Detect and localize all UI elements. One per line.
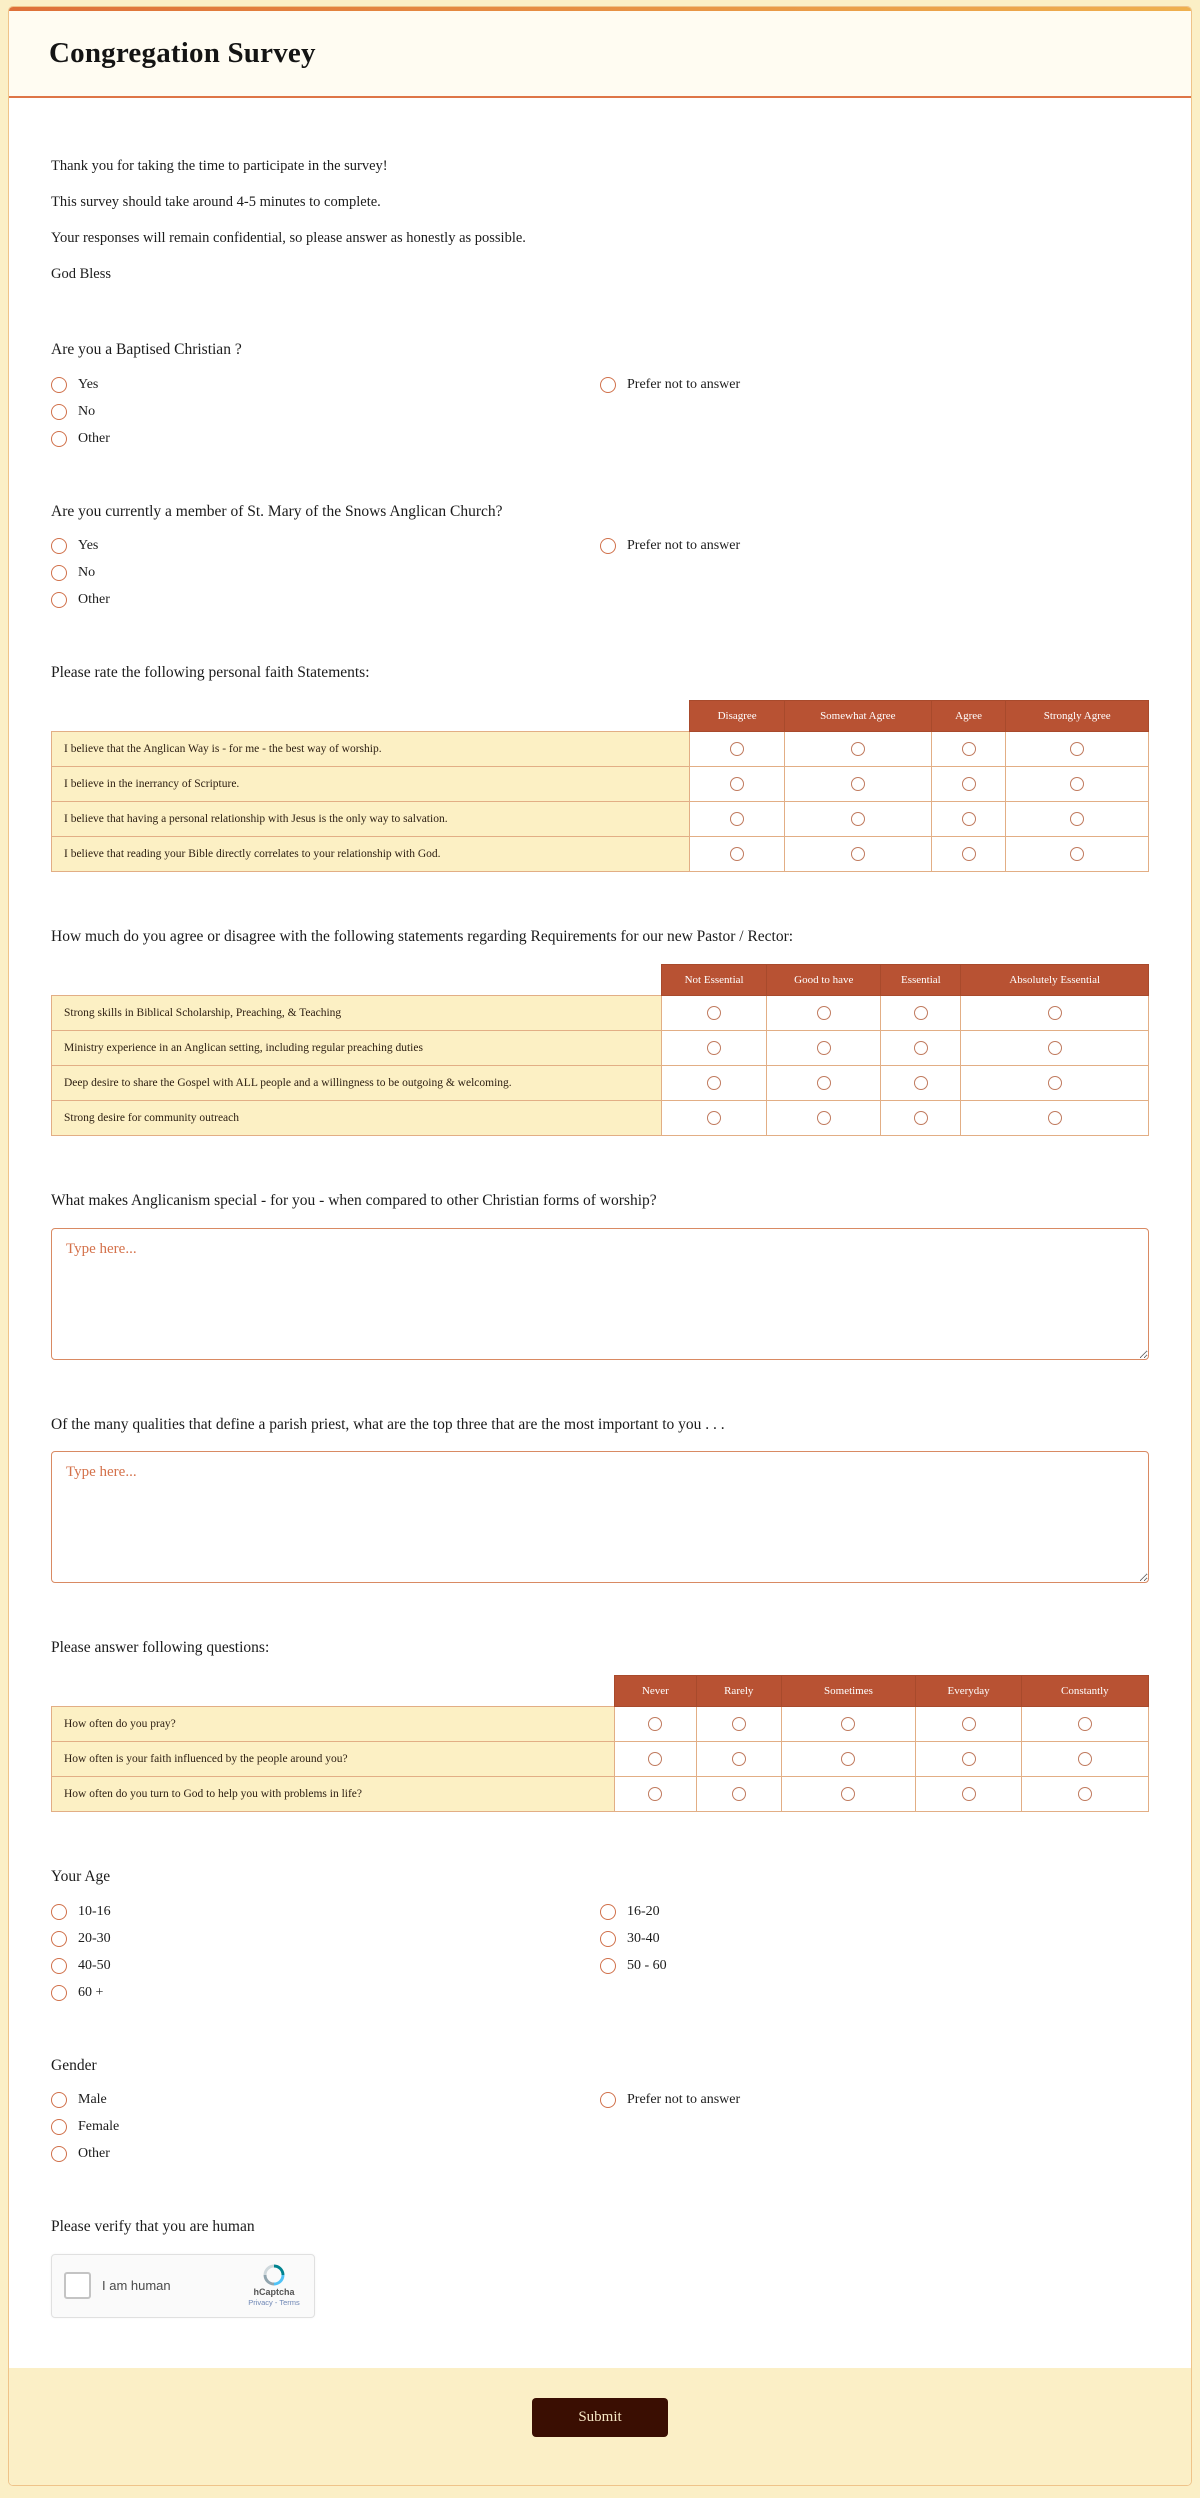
radio-icon[interactable] bbox=[732, 1787, 746, 1801]
option-column bbox=[51, 2092, 600, 2162]
radio-option[interactable] bbox=[51, 2119, 600, 2135]
matrix-radio-cell[interactable] bbox=[781, 1776, 916, 1811]
radio-icon[interactable] bbox=[51, 1904, 67, 1920]
matrix-radio-cell[interactable] bbox=[916, 1776, 1021, 1811]
option-label: No bbox=[78, 403, 96, 419]
option-column bbox=[600, 538, 1149, 608]
radio-icon[interactable] bbox=[1048, 1041, 1062, 1055]
priest-qualities-textarea[interactable] bbox=[51, 1451, 1149, 1583]
radio-icon[interactable] bbox=[1078, 1717, 1092, 1731]
radio-icon[interactable] bbox=[730, 812, 744, 826]
intro-line: God Bless bbox=[51, 266, 112, 283]
radio-icon[interactable] bbox=[51, 1985, 67, 2001]
matrix-row-label: I believe that the Anglican Way is - for me - the best way of worship. bbox=[52, 732, 690, 767]
radio-icon[interactable] bbox=[817, 1076, 831, 1090]
radio-icon[interactable] bbox=[600, 2092, 616, 2108]
option-label: Prefer not to answer bbox=[627, 538, 741, 554]
submit-button[interactable]: Submit bbox=[532, 2398, 667, 2437]
radio-icon[interactable] bbox=[707, 1041, 721, 1055]
matrix-radio-cell[interactable] bbox=[784, 802, 931, 837]
radio-icon[interactable] bbox=[851, 742, 865, 756]
matrix-radio-cell[interactable] bbox=[661, 1065, 766, 1100]
matrix-option-header: Strongly Agree bbox=[1006, 701, 1149, 732]
hcaptcha-privacy-terms[interactable]: Privacy - Terms bbox=[248, 2298, 300, 2308]
radio-icon[interactable] bbox=[730, 777, 744, 791]
matrix-option-header: Essential bbox=[881, 964, 961, 995]
question-label: Are you a Baptised Christian ? bbox=[51, 341, 242, 359]
question-label: What makes Anglicanism special - for you - when compared to other Christian forms of worship? bbox=[51, 1191, 657, 1209]
captcha-checkbox-label: I am human bbox=[102, 2278, 171, 2294]
radio-icon[interactable] bbox=[962, 812, 976, 826]
question-member bbox=[51, 501, 1149, 609]
matrix-radio-cell[interactable] bbox=[881, 1065, 961, 1100]
matrix-row-label: I believe that reading your Bible directly correlates to your relationship with God. bbox=[52, 837, 690, 872]
matrix-row-label: How often is your faith influenced by the people around you? bbox=[52, 1741, 615, 1776]
matrix-radio-cell[interactable] bbox=[961, 1065, 1149, 1100]
radio-icon[interactable] bbox=[730, 847, 744, 861]
question-label: Of the many qualities that define a parish priest, what are the top three that are the most important to you . . . bbox=[51, 1415, 725, 1433]
matrix-radio-cell[interactable] bbox=[697, 1776, 781, 1811]
option-label: Other bbox=[78, 2146, 110, 2162]
option-group-gender bbox=[51, 2092, 1149, 2162]
matrix-row-label: Ministry experience in an Anglican setting, including regular preaching duties bbox=[52, 1030, 662, 1065]
matrix-option-header: Constantly bbox=[1021, 1675, 1148, 1706]
radio-icon[interactable] bbox=[648, 1717, 662, 1731]
option-label: Female bbox=[78, 2119, 120, 2135]
matrix-option-header: Rarely bbox=[697, 1675, 781, 1706]
matrix-radio-cell[interactable] bbox=[1021, 1776, 1148, 1811]
captcha-checkbox[interactable] bbox=[64, 2272, 91, 2299]
matrix-radio-cell[interactable] bbox=[1006, 837, 1149, 872]
radio-icon[interactable] bbox=[51, 1931, 67, 1947]
matrix-row bbox=[52, 1776, 1149, 1811]
radio-icon[interactable] bbox=[817, 1111, 831, 1125]
question-captcha bbox=[51, 2216, 1149, 2318]
matrix-corner bbox=[52, 1675, 615, 1706]
anglicanism-textarea[interactable] bbox=[51, 1228, 1149, 1360]
matrix-corner bbox=[52, 701, 690, 732]
radio-icon[interactable] bbox=[707, 1076, 721, 1090]
matrix-option-header: Disagree bbox=[690, 701, 784, 732]
radio-option[interactable] bbox=[51, 2146, 600, 2162]
matrix-radio-cell[interactable] bbox=[961, 995, 1149, 1030]
radio-icon[interactable] bbox=[841, 1717, 855, 1731]
radio-icon[interactable] bbox=[851, 812, 865, 826]
radio-icon[interactable] bbox=[914, 1076, 928, 1090]
radio-option[interactable] bbox=[51, 404, 600, 420]
matrix-radio-cell[interactable] bbox=[767, 995, 881, 1030]
option-column bbox=[51, 1904, 600, 2001]
question-baptised bbox=[51, 339, 1149, 447]
matrix-row-label: Strong desire for community outreach bbox=[52, 1100, 662, 1135]
option-column bbox=[600, 1904, 1149, 2001]
page-title: Congregation Survey bbox=[49, 37, 316, 69]
radio-option[interactable] bbox=[600, 377, 1149, 393]
radio-icon[interactable] bbox=[914, 1111, 928, 1125]
matrix-option-header: Everyday bbox=[916, 1675, 1021, 1706]
radio-option[interactable] bbox=[51, 1985, 600, 2001]
radio-icon[interactable] bbox=[51, 2119, 67, 2135]
matrix-radio-cell[interactable] bbox=[1006, 767, 1149, 802]
radio-icon[interactable] bbox=[962, 1717, 976, 1731]
hcaptcha-brand-name: hCaptcha bbox=[253, 2287, 295, 2298]
matrix-table-faith bbox=[51, 700, 1149, 872]
option-column bbox=[600, 377, 1149, 447]
matrix-row-label: How often do you turn to God to help you with problems in life? bbox=[52, 1776, 615, 1811]
matrix-radio-cell[interactable] bbox=[881, 995, 961, 1030]
radio-icon[interactable] bbox=[1048, 1076, 1062, 1090]
matrix-row bbox=[52, 1030, 1149, 1065]
radio-option[interactable] bbox=[51, 592, 600, 608]
radio-option[interactable] bbox=[51, 538, 600, 554]
option-label: Other bbox=[78, 592, 110, 608]
matrix-radio-cell[interactable] bbox=[881, 1030, 961, 1065]
matrix-radio-cell[interactable] bbox=[690, 837, 784, 872]
matrix-radio-cell[interactable] bbox=[931, 767, 1006, 802]
matrix-radio-cell[interactable] bbox=[781, 1706, 916, 1741]
matrix-row bbox=[52, 995, 1149, 1030]
matrix-option-header: Not Essential bbox=[661, 964, 766, 995]
matrix-radio-cell[interactable] bbox=[961, 1030, 1149, 1065]
radio-icon[interactable] bbox=[51, 538, 67, 554]
radio-option[interactable] bbox=[51, 377, 600, 393]
option-label: 50 - 60 bbox=[627, 1957, 667, 1973]
matrix-radio-cell[interactable] bbox=[1006, 802, 1149, 837]
radio-option[interactable] bbox=[51, 1904, 600, 1920]
radio-icon[interactable] bbox=[51, 2146, 67, 2162]
matrix-radio-cell[interactable] bbox=[784, 732, 931, 767]
radio-icon[interactable] bbox=[851, 777, 865, 791]
matrix-row-label: Strong skills in Biblical Scholarship, Preaching, & Teaching bbox=[52, 995, 662, 1030]
matrix-option-header: Absolutely Essential bbox=[961, 964, 1149, 995]
radio-icon[interactable] bbox=[51, 2092, 67, 2108]
matrix-row bbox=[52, 802, 1149, 837]
radio-icon[interactable] bbox=[707, 1006, 721, 1020]
matrix-radio-cell[interactable] bbox=[931, 837, 1006, 872]
radio-icon[interactable] bbox=[732, 1717, 746, 1731]
matrix-radio-cell[interactable] bbox=[697, 1706, 781, 1741]
matrix-radio-cell[interactable] bbox=[690, 802, 784, 837]
radio-icon[interactable] bbox=[51, 404, 67, 420]
matrix-row bbox=[52, 767, 1149, 802]
radio-icon[interactable] bbox=[600, 377, 616, 393]
matrix-radio-cell[interactable] bbox=[690, 767, 784, 802]
radio-icon[interactable] bbox=[1078, 1787, 1092, 1801]
radio-icon[interactable] bbox=[841, 1787, 855, 1801]
matrix-option-header: Somewhat Agree bbox=[784, 701, 931, 732]
option-label: 40-50 bbox=[78, 1957, 111, 1973]
option-label: 60 + bbox=[78, 1984, 104, 2000]
survey-card bbox=[8, 6, 1192, 2486]
question-gender bbox=[51, 2055, 1149, 2163]
question-pastor-matrix bbox=[51, 926, 1149, 1136]
intro-text bbox=[51, 156, 1149, 285]
survey-header bbox=[9, 11, 1191, 98]
question-label: Are you currently a member of St. Mary of the Snows Anglican Church? bbox=[51, 502, 503, 520]
hcaptcha-brand bbox=[244, 2264, 304, 2307]
radio-option[interactable] bbox=[600, 1958, 1149, 1974]
radio-option[interactable] bbox=[600, 1931, 1149, 1947]
matrix-radio-cell[interactable] bbox=[661, 995, 766, 1030]
radio-icon[interactable] bbox=[841, 1752, 855, 1766]
option-group-member bbox=[51, 538, 1149, 608]
radio-icon[interactable] bbox=[914, 1041, 928, 1055]
matrix-row bbox=[52, 732, 1149, 767]
intro-line: Thank you for taking the time to participate in the survey! bbox=[51, 158, 388, 174]
matrix-radio-cell[interactable] bbox=[916, 1741, 1021, 1776]
radio-icon[interactable] bbox=[730, 742, 744, 756]
question-label: Please verify that you are human bbox=[51, 2218, 255, 2236]
radio-icon[interactable] bbox=[1070, 742, 1084, 756]
matrix-row-label: I believe that having a personal relationship with Jesus is the only way to salvation. bbox=[52, 802, 690, 837]
matrix-radio-cell[interactable] bbox=[781, 1741, 916, 1776]
question-label: Please rate the following personal faith Statements: bbox=[51, 664, 370, 682]
question-anglicanism bbox=[51, 1190, 1149, 1360]
option-label: Other bbox=[78, 430, 110, 446]
radio-icon[interactable] bbox=[962, 777, 976, 791]
matrix-radio-cell[interactable] bbox=[1006, 732, 1149, 767]
option-label: Male bbox=[78, 2092, 107, 2108]
radio-icon[interactable] bbox=[51, 1958, 67, 1974]
option-label: 10-16 bbox=[78, 1903, 111, 1919]
matrix-row bbox=[52, 1706, 1149, 1741]
option-column bbox=[51, 377, 600, 447]
matrix-corner bbox=[52, 964, 662, 995]
matrix-option-header: Sometimes bbox=[781, 1675, 916, 1706]
radio-icon[interactable] bbox=[1048, 1006, 1062, 1020]
radio-option[interactable] bbox=[600, 2092, 1149, 2108]
hcaptcha-widget[interactable] bbox=[51, 2254, 315, 2318]
option-label: Yes bbox=[78, 538, 99, 554]
question-age bbox=[51, 1866, 1149, 2001]
matrix-row bbox=[52, 837, 1149, 872]
matrix-row-label: Deep desire to share the Gospel with ALL people and a willingness to be outgoing & welcoming. bbox=[52, 1065, 662, 1100]
radio-icon[interactable] bbox=[817, 1006, 831, 1020]
radio-icon[interactable] bbox=[1078, 1752, 1092, 1766]
radio-icon[interactable] bbox=[51, 592, 67, 608]
radio-option[interactable] bbox=[51, 1931, 600, 1947]
radio-icon[interactable] bbox=[1070, 777, 1084, 791]
matrix-option-header: Never bbox=[614, 1675, 696, 1706]
question-label: Gender bbox=[51, 2056, 97, 2074]
matrix-radio-cell[interactable] bbox=[961, 1100, 1149, 1135]
radio-option[interactable] bbox=[600, 538, 1149, 554]
question-label: Please answer following questions: bbox=[51, 1639, 270, 1657]
matrix-radio-cell[interactable] bbox=[614, 1706, 696, 1741]
option-column bbox=[600, 2092, 1149, 2162]
matrix-radio-cell[interactable] bbox=[767, 1030, 881, 1065]
radio-option[interactable] bbox=[51, 565, 600, 581]
matrix-radio-cell[interactable] bbox=[661, 1030, 766, 1065]
intro-line: Your responses will remain confidential, so please answer as honestly as possible. bbox=[51, 230, 526, 247]
matrix-radio-cell[interactable] bbox=[931, 732, 1006, 767]
matrix-radio-cell[interactable] bbox=[931, 802, 1006, 837]
radio-icon[interactable] bbox=[51, 377, 67, 393]
survey-body bbox=[9, 98, 1191, 2368]
intro-line: This survey should take around 4-5 minutes to complete. bbox=[51, 194, 381, 211]
matrix-row bbox=[52, 1065, 1149, 1100]
survey-footer bbox=[9, 2368, 1191, 2485]
radio-icon[interactable] bbox=[962, 742, 976, 756]
radio-icon[interactable] bbox=[51, 565, 67, 581]
matrix-table-pastor bbox=[51, 964, 1149, 1136]
option-column bbox=[51, 538, 600, 608]
question-priest-qualities bbox=[51, 1414, 1149, 1584]
radio-icon[interactable] bbox=[817, 1041, 831, 1055]
option-label: Prefer not to answer bbox=[627, 376, 741, 392]
matrix-row-label: I believe in the inerrancy of Scripture. bbox=[52, 767, 690, 802]
matrix-radio-cell[interactable] bbox=[784, 837, 931, 872]
radio-icon[interactable] bbox=[962, 847, 976, 861]
radio-icon[interactable] bbox=[648, 1787, 662, 1801]
matrix-radio-cell[interactable] bbox=[1021, 1741, 1148, 1776]
radio-option[interactable] bbox=[51, 431, 600, 447]
radio-icon[interactable] bbox=[732, 1752, 746, 1766]
matrix-radio-cell[interactable] bbox=[697, 1741, 781, 1776]
matrix-radio-cell[interactable] bbox=[767, 1100, 881, 1135]
matrix-radio-cell[interactable] bbox=[784, 767, 931, 802]
hcaptcha-logo-icon bbox=[263, 2264, 285, 2286]
radio-icon[interactable] bbox=[51, 431, 67, 447]
matrix-radio-cell[interactable] bbox=[916, 1706, 1021, 1741]
matrix-option-header: Agree bbox=[931, 701, 1006, 732]
option-label: Yes bbox=[78, 376, 99, 392]
radio-icon[interactable] bbox=[1070, 812, 1084, 826]
radio-icon[interactable] bbox=[707, 1111, 721, 1125]
radio-option[interactable] bbox=[51, 2092, 600, 2108]
question-habits-matrix bbox=[51, 1637, 1149, 1812]
radio-icon[interactable] bbox=[600, 538, 616, 554]
radio-icon[interactable] bbox=[914, 1006, 928, 1020]
matrix-radio-cell[interactable] bbox=[614, 1741, 696, 1776]
option-label: Prefer not to answer bbox=[627, 2092, 741, 2108]
option-label: 16-20 bbox=[627, 1903, 660, 1919]
option-label: No bbox=[78, 565, 96, 581]
matrix-table-habits bbox=[51, 1675, 1149, 1812]
radio-icon[interactable] bbox=[962, 1787, 976, 1801]
radio-icon[interactable] bbox=[648, 1752, 662, 1766]
radio-icon[interactable] bbox=[1048, 1111, 1062, 1125]
matrix-radio-cell[interactable] bbox=[661, 1100, 766, 1135]
matrix-row-label: How often do you pray? bbox=[52, 1706, 615, 1741]
radio-icon[interactable] bbox=[851, 847, 865, 861]
question-label: How much do you agree or disagree with the following statements regarding Requirements for our new Pastor / Rector: bbox=[51, 928, 794, 946]
matrix-radio-cell[interactable] bbox=[690, 732, 784, 767]
option-group-baptised bbox=[51, 377, 1149, 447]
matrix-row bbox=[52, 1100, 1149, 1135]
option-group-age bbox=[51, 1904, 1149, 2001]
radio-icon[interactable] bbox=[962, 1752, 976, 1766]
radio-icon[interactable] bbox=[600, 1931, 616, 1947]
question-label: Your Age bbox=[51, 1867, 111, 1885]
matrix-option-header: Good to have bbox=[767, 964, 881, 995]
matrix-radio-cell[interactable] bbox=[767, 1065, 881, 1100]
option-label: 30-40 bbox=[627, 1930, 660, 1946]
radio-option[interactable] bbox=[51, 1958, 600, 1974]
matrix-radio-cell[interactable] bbox=[1021, 1706, 1148, 1741]
radio-icon[interactable] bbox=[600, 1958, 616, 1974]
matrix-row bbox=[52, 1741, 1149, 1776]
matrix-radio-cell[interactable] bbox=[881, 1100, 961, 1135]
matrix-radio-cell[interactable] bbox=[614, 1776, 696, 1811]
radio-option[interactable] bbox=[600, 1904, 1149, 1920]
radio-icon[interactable] bbox=[1070, 847, 1084, 861]
radio-icon[interactable] bbox=[600, 1904, 616, 1920]
question-faith-matrix bbox=[51, 662, 1149, 872]
option-label: 20-30 bbox=[78, 1930, 111, 1946]
